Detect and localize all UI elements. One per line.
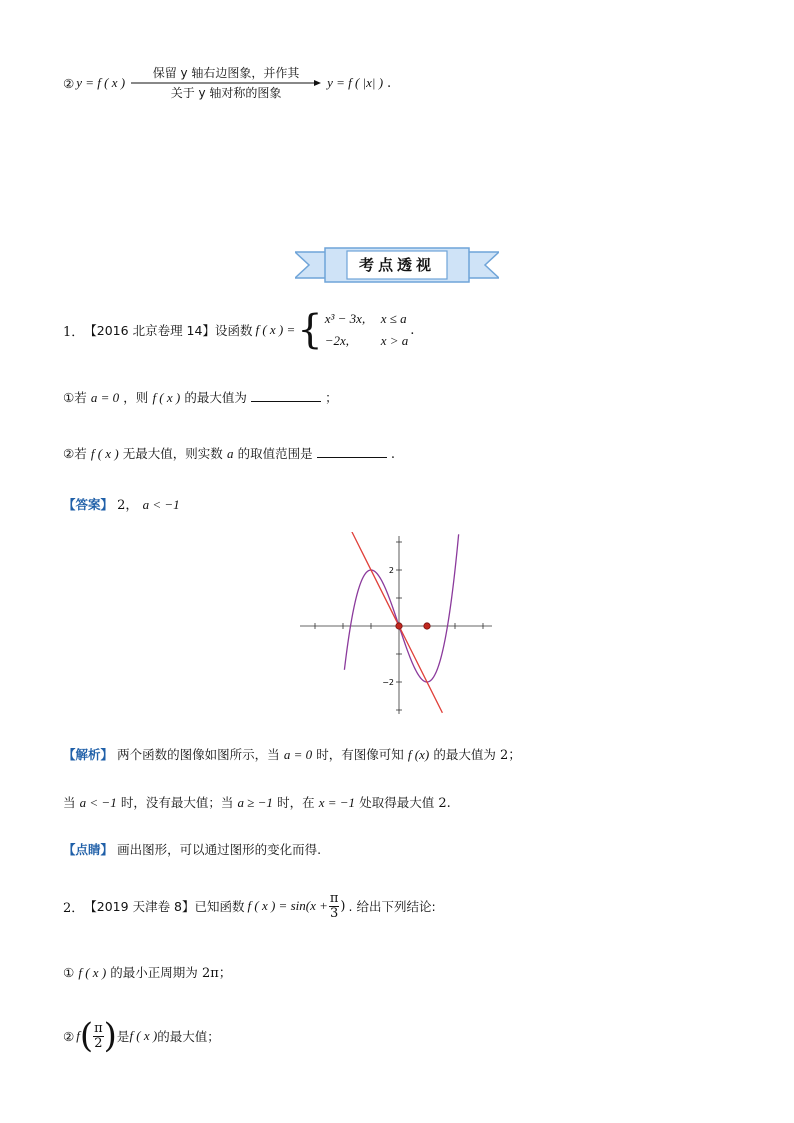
tip-tag: 【点睛】 bbox=[63, 842, 114, 857]
tip-text: 画出图形，可以通过图形的变化而得. bbox=[117, 842, 322, 857]
q1-stem-text: 设函数 bbox=[214, 323, 253, 338]
part2-func: f ( x ) bbox=[90, 446, 119, 461]
piecewise-brace: { bbox=[297, 307, 323, 353]
analysis2-f: x = −1 bbox=[318, 795, 356, 810]
q1-number: 1． bbox=[63, 324, 85, 340]
q1-answer bbox=[63, 494, 180, 513]
rule-index: ② bbox=[63, 75, 75, 91]
banner-title: 考点透视 bbox=[358, 256, 435, 274]
linear-line bbox=[350, 532, 442, 713]
analysis-tag: 【解析】 bbox=[63, 747, 114, 762]
part2-var: a bbox=[226, 446, 234, 461]
analysis2-c: 时，没有最大值；当 bbox=[120, 795, 234, 810]
c2-frac-num: π bbox=[94, 1020, 103, 1036]
answer-math: a < −1 bbox=[142, 497, 180, 512]
q1-analysis bbox=[63, 744, 521, 763]
q2-frac-den: 3 bbox=[330, 905, 339, 921]
point-origin bbox=[396, 623, 402, 629]
analysis-e: 的最大值为 bbox=[433, 747, 496, 762]
c2-func: f ( x ) bbox=[129, 1028, 158, 1043]
part1-cond: a = 0 bbox=[90, 390, 120, 405]
q1-stem bbox=[63, 306, 414, 354]
q2-source: 【2019 天津卷 8】 bbox=[84, 899, 195, 914]
analysis2-e: 时，在 bbox=[277, 795, 315, 810]
q2-frac-num: π bbox=[329, 890, 339, 906]
answer-text: 2， bbox=[117, 498, 139, 513]
point-x-one bbox=[424, 623, 430, 629]
q1-end: . bbox=[410, 322, 415, 338]
q2-stem bbox=[63, 886, 436, 926]
q1-source: 【2016 北京卷理 14】 bbox=[84, 323, 215, 338]
rule-arrow-top: 保留 y 轴右边图象，并作其 bbox=[152, 66, 300, 80]
q2-conclusion-2 bbox=[63, 1016, 220, 1056]
answer-blank-1[interactable] bbox=[251, 389, 321, 402]
c2-lparen: ( bbox=[79, 1016, 94, 1056]
c1-index: ① bbox=[63, 965, 75, 980]
case1-cond: x ≤ a bbox=[380, 311, 407, 326]
c2-text1: 是 bbox=[116, 1029, 130, 1044]
case2-cond: x > a bbox=[380, 333, 409, 348]
q2-conclusion-1 bbox=[63, 962, 232, 981]
q2-close: ) bbox=[340, 898, 346, 914]
analysis2-a: 当 bbox=[63, 795, 76, 810]
y-tick-label-neg2: −2 bbox=[382, 678, 394, 687]
rule-arrow bbox=[131, 66, 321, 100]
part2-suffix: 的取值范围是 bbox=[237, 446, 313, 461]
q1-part1 bbox=[63, 388, 338, 406]
part2-end: . bbox=[390, 447, 396, 462]
analysis-d: f (x) bbox=[407, 747, 430, 762]
case1-expr: x³ − 3x, bbox=[324, 311, 366, 326]
rule-lhs: y = f ( x ) bbox=[76, 75, 126, 90]
c2-fraction bbox=[93, 1022, 104, 1050]
q2-stem-text: 已知函数 bbox=[194, 899, 245, 914]
part1-suffix: 的最大值为 bbox=[184, 390, 247, 405]
part1-func: f ( x ) bbox=[152, 390, 181, 405]
part1-end: ； bbox=[325, 390, 338, 405]
case2-expr: −2x, bbox=[324, 333, 350, 348]
part2-prefix: ②若 bbox=[63, 446, 87, 461]
case-row-1 bbox=[325, 308, 409, 330]
analysis-c: 时，有图像可知 bbox=[316, 747, 404, 762]
part2-mid: 无最大值，则实数 bbox=[122, 446, 223, 461]
case-row-2 bbox=[325, 330, 409, 352]
q1-tip bbox=[63, 840, 321, 858]
q2-number: 2． bbox=[63, 900, 85, 916]
c1-text: 的最小正周期为 bbox=[110, 965, 198, 980]
analysis-b: a = 0 bbox=[283, 747, 313, 762]
y-tick-label-2: 2 bbox=[388, 566, 394, 575]
answer-tag: 【答案】 bbox=[63, 497, 114, 512]
graph-svg bbox=[300, 532, 495, 716]
cubic-curve bbox=[344, 534, 458, 682]
answer-blank-2[interactable] bbox=[317, 445, 387, 458]
c2-f: f bbox=[76, 1028, 80, 1043]
rule-arrow-bottom: 关于 y 轴对称的图象 bbox=[170, 86, 282, 100]
analysis-f: 2； bbox=[499, 748, 522, 763]
c2-text2: 的最大值； bbox=[157, 1029, 220, 1044]
function-graph bbox=[300, 532, 495, 716]
part1-mid: ，则 bbox=[123, 390, 149, 405]
analysis2-d: a ≥ −1 bbox=[237, 795, 273, 810]
rule-rhs: y = f ( |x| ) bbox=[327, 75, 384, 90]
rule-end: . bbox=[387, 75, 392, 91]
c1-val: 2π； bbox=[201, 966, 232, 981]
analysis-a: 两个函数的图像如图所示，当 bbox=[117, 747, 280, 762]
part1-prefix: ①若 bbox=[63, 390, 87, 405]
analysis2-g: 处取得最大值 bbox=[359, 795, 435, 810]
analysis2-b: a < −1 bbox=[79, 795, 117, 810]
c1-func: f ( x ) bbox=[78, 965, 107, 980]
q2-func: f ( x ) = sin(x + bbox=[247, 898, 328, 913]
c2-index: ② bbox=[63, 1028, 75, 1044]
q2-tail: . 给出下列结论: bbox=[348, 899, 436, 914]
section-banner bbox=[295, 246, 499, 284]
q1-func: f ( x ) = bbox=[255, 322, 296, 337]
q2-fraction bbox=[329, 892, 340, 920]
transform-rule bbox=[63, 66, 391, 100]
c2-rparen: ) bbox=[103, 1016, 117, 1056]
q1-part2 bbox=[63, 444, 395, 462]
c2-frac-den: 2 bbox=[94, 1035, 103, 1051]
piecewise-cases bbox=[325, 308, 409, 352]
q1-analysis-2 bbox=[63, 793, 451, 811]
analysis2-h: 2. bbox=[438, 796, 451, 811]
